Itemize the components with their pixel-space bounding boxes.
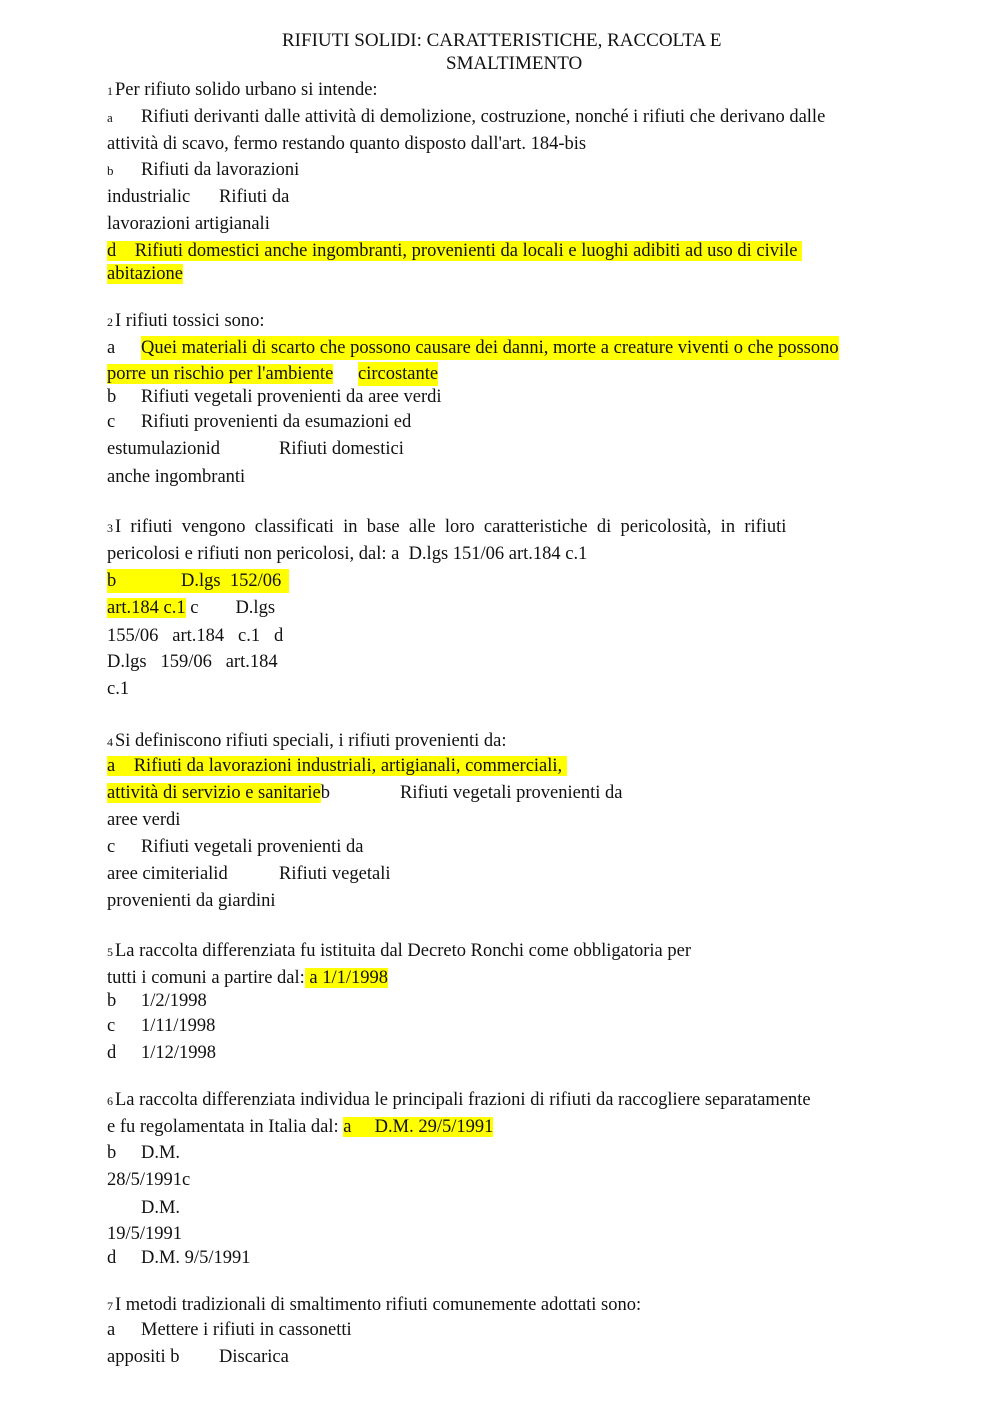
highlighted-answer [107, 569, 289, 593]
option-letter: b [107, 991, 117, 1011]
question-number: 7 [107, 1299, 113, 1313]
question-text: La raccolta differenziata fu istituita dal Decreto Ronchi come obbligatoria per [115, 941, 691, 961]
option-letter: c [107, 412, 116, 432]
option-text-part: appositi b [107, 1347, 180, 1367]
highlighted-answer: a Rifiuti da lavorazioni industriali, artigianali, commerciali, [107, 756, 567, 776]
question-text: I metodi tradizionali di smaltimento rifiuti comunemente adottati sono: [115, 1295, 642, 1315]
option-letter: d [107, 1043, 117, 1063]
highlighted-answer: abitazione [107, 264, 184, 284]
option-d-correct [107, 239, 802, 263]
option-b [107, 385, 442, 409]
question-text: Si definiscono rifiuti speciali, i rifiuti provenienti da: [115, 731, 507, 751]
option-text-part: c D.lgs [185, 598, 276, 618]
option-continuation [107, 185, 290, 209]
question-6-prompt [107, 1088, 811, 1113]
option-b-correct [107, 569, 289, 593]
option-continuation: D.lgs 159/06 art.184 [107, 652, 278, 672]
option-letter: c [107, 837, 116, 857]
option-text: 1/12/1998 [141, 1043, 217, 1063]
highlighted-answer: d Rifiuti domestici anche ingombranti, provenienti da locali e luoghi adibiti ad uso di civile [107, 241, 803, 261]
option-text: Rifiuti da lavorazioni [141, 160, 300, 180]
option-text: Rifiuti derivanti dalle attività di demolizione, costruzione, nonché i rifiuti che derivano dalle [141, 107, 826, 127]
option-text-part: Rifiuti da [219, 187, 290, 207]
question-number: 3 [107, 521, 113, 535]
question-text: I rifiuti tossici sono: [115, 311, 265, 331]
option-text: 1/11/1998 [141, 1016, 216, 1036]
question-5-prompt [107, 939, 691, 964]
option-continuation [107, 262, 183, 286]
highlighted-answer: art.184 c.1 [107, 598, 186, 618]
option-continuation: provenienti da giardini [107, 891, 276, 911]
option-letter: b [107, 387, 117, 407]
highlighted-answer: circostante [358, 364, 439, 384]
option-a-correct [107, 966, 388, 990]
option-b [107, 1141, 181, 1165]
option-c [107, 410, 412, 434]
option-text-part: Rifiuti domestici [279, 439, 404, 459]
option-continuation [107, 362, 439, 386]
question-2-prompt [107, 309, 265, 334]
option-text: Rifiuti vegetali provenienti da [400, 783, 623, 803]
option-continuation: c.1 [107, 679, 130, 699]
option-a-correct [107, 336, 839, 360]
option-continuation [107, 596, 275, 620]
option-text-part: estumulazionid [107, 439, 221, 459]
question-7-prompt [107, 1293, 641, 1318]
option-continuation: D.M. [141, 1198, 181, 1218]
question-1-prompt [107, 78, 378, 103]
question-number: 1 [107, 84, 113, 98]
option-a [107, 1318, 352, 1342]
option-a-correct [107, 1115, 493, 1139]
option-text: D.M. 9/5/1991 [141, 1248, 251, 1268]
question-number: 2 [107, 315, 113, 329]
option-letter: b [107, 571, 117, 591]
option-letter: c [107, 1016, 116, 1036]
option-text-part: aree cimiterialid [107, 864, 228, 884]
option-letter: b [320, 783, 330, 803]
option-continuation: 155/06 art.184 c.1 d [107, 626, 284, 646]
option-letter: a [107, 110, 113, 125]
option-c [107, 835, 364, 859]
highlighted-answer: a 1/1/1998 [304, 968, 389, 988]
question-number: 5 [107, 945, 113, 959]
option-letter: b [107, 1143, 117, 1163]
question-text: I rifiuti vengono classificati in base alle loro caratteristiche di pericolosità, in rifiuti [115, 517, 787, 537]
option-letter: a [107, 338, 116, 358]
option-text: Rifiuti vegetali provenienti da [141, 837, 364, 857]
option-b [107, 989, 207, 1013]
option-letter: b [107, 163, 114, 178]
option-text-part: tutti i comuni a partire dal: [107, 968, 305, 988]
option-d [107, 1246, 251, 1270]
option-d [107, 1041, 217, 1065]
option-text-part: Discarica [219, 1347, 289, 1367]
question-3-prompt [107, 515, 786, 540]
option-text-part: industrialic [107, 187, 191, 207]
option-continuation: lavorazioni artigianali [107, 214, 270, 234]
option-text: D.M. [141, 1143, 181, 1163]
option-continuation: 28/5/1991c [107, 1170, 191, 1190]
option-continuation [107, 862, 391, 886]
option-letter: d [107, 1248, 117, 1268]
option-text: Rifiuti provenienti da esumazioni ed [141, 412, 412, 432]
question-text: La raccolta differenziata individua le principali frazioni di rifiuti da raccogliere separatamente [115, 1090, 811, 1110]
option-continuation: 19/5/1991 [107, 1224, 183, 1244]
option-a-correct [107, 754, 567, 778]
option-text: 1/2/1998 [141, 991, 207, 1011]
highlighted-answer: attività di servizio e sanitarie [107, 783, 321, 803]
option-text: Rifiuti vegetali provenienti da aree verdi [141, 387, 442, 407]
question-4-prompt [107, 729, 507, 754]
document-title-line1: RIFIUTI SOLIDI: CARATTERISTICHE, RACCOLTA E [282, 30, 722, 51]
option-text: D.lgs 152/06 [181, 571, 282, 591]
option-continuation: aree verdi [107, 810, 181, 830]
option-b [107, 158, 300, 183]
option-a [107, 105, 826, 130]
highlighted-answer: porre un rischio per l'ambiente [107, 364, 334, 384]
option-continuation: anche ingombranti [107, 467, 246, 487]
highlighted-answer: Quei materiali di scarto che possono causare dei danni, morte a creature viventi o che possono [141, 338, 839, 358]
option-letter: a [107, 1320, 116, 1340]
question-number: 4 [107, 735, 113, 749]
option-text: Mettere i rifiuti in cassonetti [141, 1320, 352, 1340]
option-continuation [107, 1345, 289, 1369]
question-text: Per rifiuto solido urbano si intende: [115, 80, 378, 100]
option-text-part: e fu regolamentata in Italia dal: [107, 1117, 344, 1137]
question-number: 6 [107, 1094, 113, 1108]
document-title-line2: SMALTIMENTO [446, 53, 583, 74]
highlighted-answer: a D.M. 29/5/1991 [343, 1117, 494, 1137]
option-c [107, 1014, 216, 1038]
option-continuation [107, 781, 623, 805]
option-continuation [107, 437, 404, 461]
option-a: pericolosi e rifiuti non pericolosi, dal: a D.lgs 151/06 art.184 c.1 [107, 544, 588, 564]
option-continuation: attività di scavo, fermo restando quanto disposto dall'art. 184-bis [107, 134, 587, 154]
option-text-part: Rifiuti vegetali [279, 864, 391, 884]
